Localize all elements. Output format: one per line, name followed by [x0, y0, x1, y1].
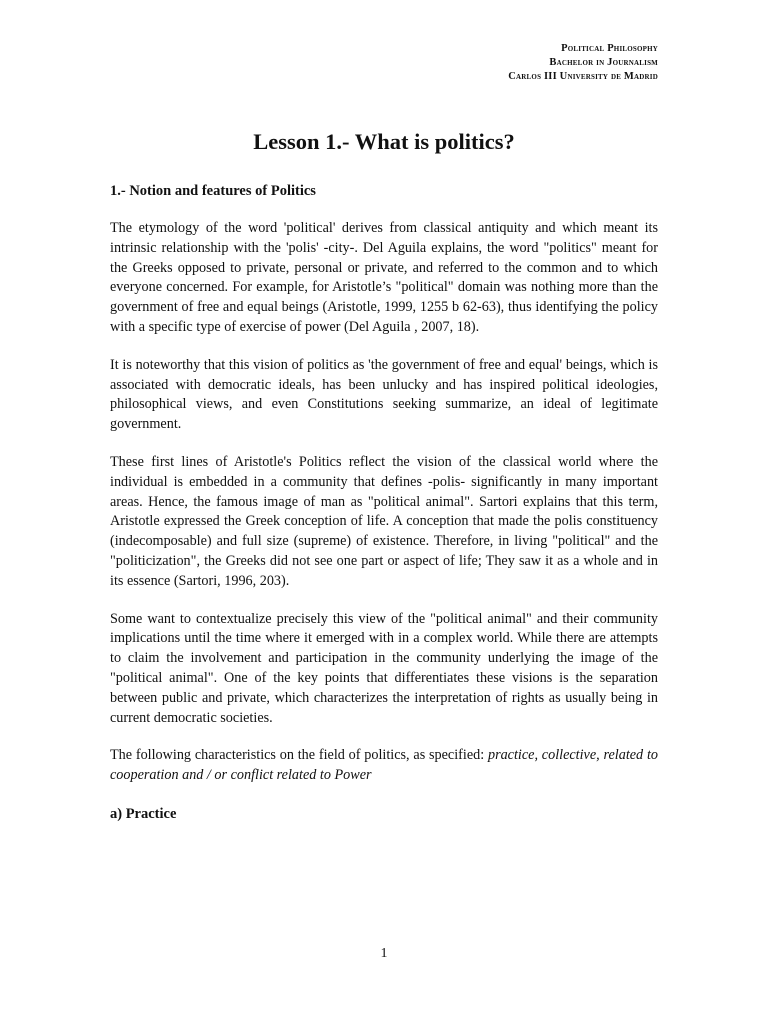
- paragraph-vision: It is noteworthy that this vision of politics as 'the government of free and equal' beings, which is associated with democratic ideals, has been unlucky and has inspired political ideologies, philosophical views, and even Constitutions seeking summarize, an ideal of legitimate government.: [110, 356, 658, 433]
- paragraph-aristotle-politics: These first lines of Aristotle's Politics reflect the vision of the classical world where the individual is embedded in a community that defines -polis- significantly in many important areas. Hence, the famous image of man as "political animal". Sartori explains that this term, Aristotle expressed the Greek conception of life. A conception that made the polis constituency (indecomposable) and full size (supreme) of existence. Therefore, in living "political" and the "politicization", the Greeks did not see one part or aspect of life; They saw it as a whole and in its essence (Sartori, 1996, 203).: [110, 453, 658, 589]
- paragraph-etymology: The etymology of the word 'political' derives from classical antiquity and which meant its intrinsic relationship with the 'polis' -city-. Del Aguila explains, the word "politics" meant for the Greeks opposed to private, personal or private, and referred to the common and to which everyone concerned. For example, for Aristotle’s "political" domain was nothing more than the government of free and equal beings (Aristotle, 1999, 1255 b 62-63), thus identifying the policy with a specific type of exercise of power (Del Aguila , 2007, 18).: [110, 220, 658, 335]
- characteristics-lead: The following characteristics on the field of politics, as specified:: [110, 747, 488, 764]
- header-course: Political Philosophy: [561, 43, 658, 54]
- paragraph-political-animal: Some want to contextualize precisely this view of the "political animal" and their community implications until the time where it emerged with in a complex world. While there are attempts to claim the involvement and participation in the community underlying the image of the "political animal". One of the key points that differentiates these visions is the separation between public and private, which characterizes the interpretation of rights as usually being in current democratic societies.: [110, 610, 658, 726]
- header-degree: Bachelor in Journalism: [549, 57, 658, 68]
- page-number: 1: [380, 946, 388, 961]
- document-header: [110, 42, 658, 84]
- section-heading: 1.- Notion and features of Politics: [110, 183, 316, 199]
- lesson-title: Lesson 1.- What is politics?: [253, 129, 515, 154]
- paragraph-characteristics: [110, 746, 658, 786]
- characteristics-list: practice, collective, related to cooperation and / or conflict related to Power: [110, 747, 658, 784]
- header-university: Carlos III University de Madrid: [508, 71, 658, 82]
- subheading-practice: a) Practice: [110, 805, 177, 822]
